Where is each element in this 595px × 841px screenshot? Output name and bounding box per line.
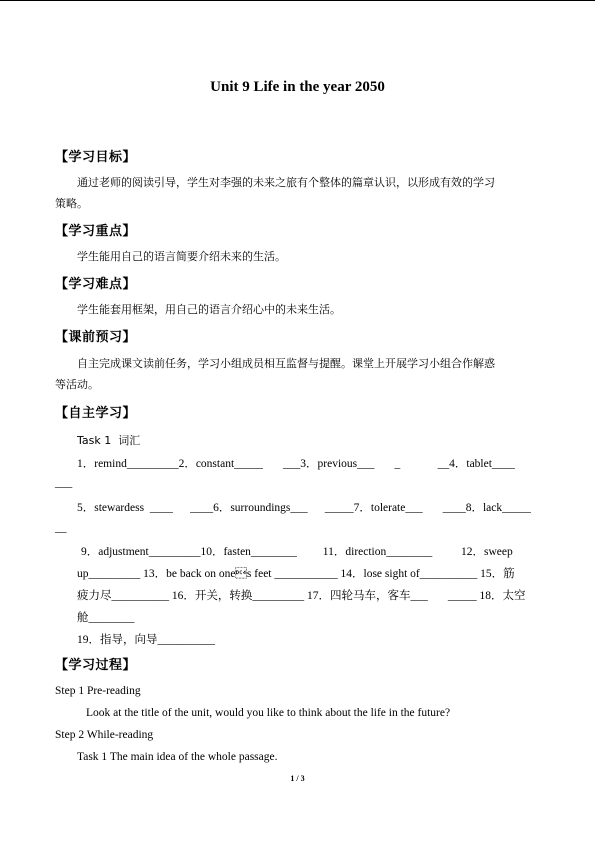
self-study-heading: 【自主学习】 [55, 406, 137, 421]
goals-text-line2: 策略。 [55, 197, 88, 210]
vocab-line-1: 1．remind_________2．constant_____ ___3．previous___ _ __4．tablet____ [77, 458, 515, 470]
key-points-text: 学生能用自己的语言简要介绍未来的生活。 [77, 250, 286, 263]
preview-heading: 【课前预习】 [55, 330, 137, 345]
vocab-line-6: up_________ 13．be back on ones feet ___________ 14．lose sight of__________ 15．筋 [77, 568, 515, 580]
process-heading: 【学习过程】 [55, 658, 137, 673]
vocab-line-8: 舱________ [77, 612, 135, 624]
difficulties-text: 学生能套用框架，用自己的语言介绍心中的未来生活。 [77, 303, 341, 316]
vocab-line-7: 疲力尽__________ 16．开关，转换_________ 17．四轮马车，客车___ _____ 18．太空 [77, 590, 526, 602]
task1-label: Task 1 词汇 [77, 434, 141, 447]
preview-text-line2: 等活动。 [55, 378, 99, 391]
preview-text-line1: 自主完成课文读前任务，学习小组成员相互监督与提醒。课堂上开展学习小组合作解惑 [77, 357, 495, 370]
step2-label: Step 2 While-reading [55, 729, 154, 741]
key-points-heading: 【学习重点】 [55, 224, 137, 239]
step1-label: Step 1 Pre-reading [55, 685, 141, 697]
vocab-line-4: __ [55, 522, 67, 534]
goals-heading: 【学习目标】 [55, 150, 137, 165]
vocab-line-3: 5．stewardess ____ ____6．surroundings___ _____7．tolerate___ ____8．lack_____ [77, 502, 531, 514]
vocab-line-9: 19．指导，向导__________ [77, 634, 215, 646]
difficulties-heading: 【学习难点】 [55, 277, 137, 292]
top-border-line [0, 0, 595, 1]
vocab-line-2: ___ [55, 477, 73, 489]
step1-text: Look at the title of the unit, would you like to think about the life in the future? [86, 707, 451, 719]
page-number: 1 / 3 [290, 774, 305, 783]
page-title: Unit 9 Life in the year 2050 [210, 79, 385, 95]
step2-task: Task 1 The main idea of the whole passage. [77, 751, 278, 763]
goals-text-line1: 通过老师的阅读引导，学生对李强的未来之旅有个整体的篇章认识，以形成有效的学习 [77, 176, 495, 189]
vocab-line-5: 9．adjustment_________10．fasten________ 11．direction________ 12．sweep [81, 546, 513, 558]
